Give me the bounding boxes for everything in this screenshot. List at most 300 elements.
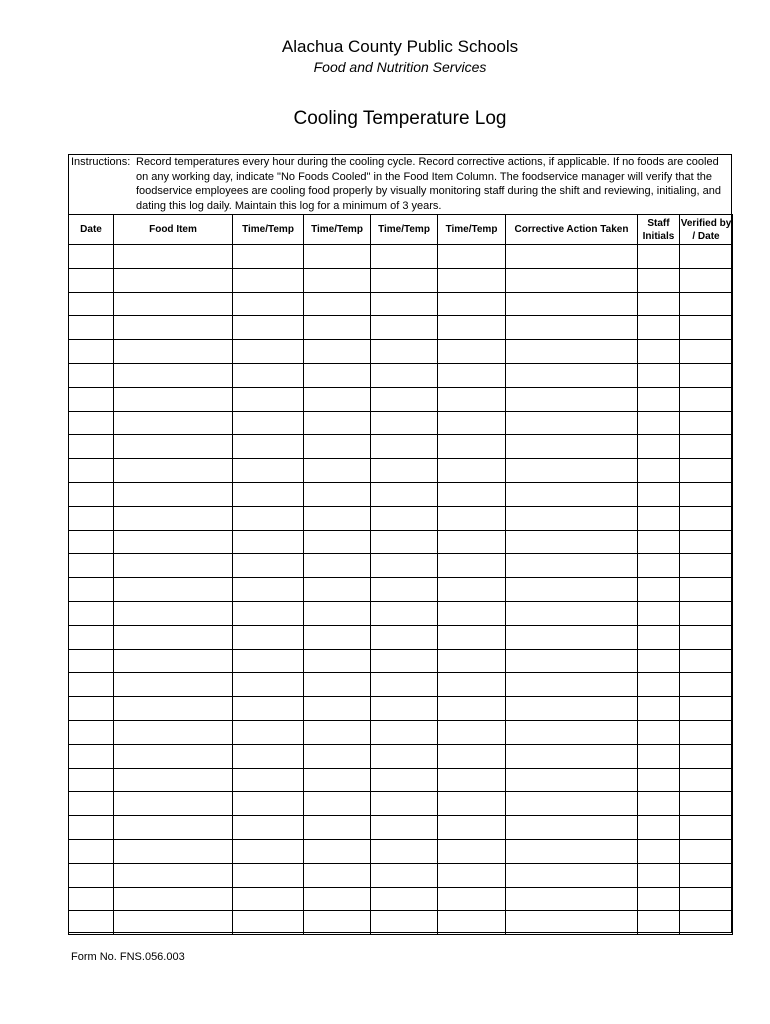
table-cell[interactable] (69, 911, 114, 935)
table-cell[interactable] (69, 792, 114, 816)
table-cell[interactable] (506, 530, 638, 554)
table-row (69, 482, 733, 506)
table-cell[interactable] (304, 554, 371, 578)
table-cell[interactable] (371, 292, 438, 316)
table-cell[interactable] (506, 887, 638, 911)
table-cell[interactable] (114, 816, 233, 840)
table-cell[interactable] (233, 744, 304, 768)
table-row (69, 292, 733, 316)
table-cell[interactable] (506, 578, 638, 602)
table-cell[interactable] (680, 292, 733, 316)
table-cell[interactable] (233, 363, 304, 387)
table-cell[interactable] (114, 887, 233, 911)
table-cell[interactable] (638, 816, 680, 840)
table-cell[interactable] (304, 744, 371, 768)
table-cell[interactable] (69, 673, 114, 697)
table-cell[interactable] (233, 554, 304, 578)
table-cell[interactable] (638, 911, 680, 935)
table-cell[interactable] (304, 887, 371, 911)
table-cell[interactable] (438, 530, 506, 554)
table-cell[interactable] (680, 482, 733, 506)
table-cell[interactable] (304, 768, 371, 792)
table-cell[interactable] (371, 411, 438, 435)
table-row (69, 792, 733, 816)
table-cell[interactable] (69, 697, 114, 721)
table-cell[interactable] (680, 792, 733, 816)
table-row (69, 697, 733, 721)
col-header-time-temp-3: Time/Temp (371, 215, 438, 245)
table-cell[interactable] (233, 887, 304, 911)
table-cell[interactable] (638, 720, 680, 744)
table-cell[interactable] (114, 506, 233, 530)
table-cell[interactable] (506, 625, 638, 649)
table-cell[interactable] (69, 268, 114, 292)
table-cell[interactable] (680, 435, 733, 459)
table-cell[interactable] (638, 245, 680, 269)
table-cell[interactable] (304, 720, 371, 744)
table-cell[interactable] (438, 411, 506, 435)
table-cell[interactable] (233, 649, 304, 673)
table-cell[interactable] (680, 459, 733, 483)
table-cell[interactable] (438, 839, 506, 863)
table-cell[interactable] (371, 482, 438, 506)
table-cell[interactable] (371, 363, 438, 387)
table-cell[interactable] (233, 911, 304, 935)
table-cell[interactable] (371, 673, 438, 697)
table-cell[interactable] (638, 839, 680, 863)
table-cell[interactable] (680, 816, 733, 840)
table-cell[interactable] (304, 387, 371, 411)
table-cell[interactable] (371, 792, 438, 816)
table-cell[interactable] (680, 720, 733, 744)
table-cell[interactable] (304, 578, 371, 602)
table-cell[interactable] (438, 292, 506, 316)
table-cell[interactable] (438, 887, 506, 911)
table-cell[interactable] (69, 292, 114, 316)
instructions-block (71, 155, 726, 215)
col-header-time-temp-1: Time/Temp (233, 215, 304, 245)
table-cell[interactable] (233, 601, 304, 625)
table-cell[interactable] (506, 911, 638, 935)
table-cell[interactable] (506, 268, 638, 292)
table-cell[interactable] (304, 673, 371, 697)
table-cell[interactable] (69, 506, 114, 530)
table-cell[interactable] (680, 363, 733, 387)
table-cell[interactable] (114, 768, 233, 792)
table-cell[interactable] (638, 292, 680, 316)
table-cell[interactable] (304, 292, 371, 316)
table-cell[interactable] (304, 530, 371, 554)
table-cell[interactable] (506, 482, 638, 506)
table-cell[interactable] (304, 411, 371, 435)
table-cell[interactable] (371, 245, 438, 269)
table-cell[interactable] (638, 268, 680, 292)
table-cell[interactable] (506, 863, 638, 887)
table-row (69, 816, 733, 840)
table-cell[interactable] (233, 530, 304, 554)
table-cell[interactable] (69, 363, 114, 387)
table-cell[interactable] (114, 792, 233, 816)
table-cell[interactable] (680, 387, 733, 411)
table-cell[interactable] (638, 435, 680, 459)
table-row (69, 459, 733, 483)
col-header-food-item: Food Item (114, 215, 233, 245)
table-row (69, 911, 733, 935)
table-cell[interactable] (506, 506, 638, 530)
table-cell[interactable] (233, 316, 304, 340)
table-cell[interactable] (506, 340, 638, 364)
table-cell[interactable] (506, 744, 638, 768)
table-cell[interactable] (114, 411, 233, 435)
table-cell[interactable] (680, 554, 733, 578)
table-cell[interactable] (438, 601, 506, 625)
table-cell[interactable] (233, 816, 304, 840)
table-row (69, 435, 733, 459)
table-cell[interactable] (114, 601, 233, 625)
table-cell[interactable] (114, 839, 233, 863)
table-cell[interactable] (371, 340, 438, 364)
table-cell[interactable] (114, 554, 233, 578)
table-row (69, 744, 733, 768)
table-cell[interactable] (304, 911, 371, 935)
table-cell[interactable] (371, 839, 438, 863)
table-cell[interactable] (638, 482, 680, 506)
table-cell[interactable] (114, 720, 233, 744)
table-cell[interactable] (69, 340, 114, 364)
table-cell[interactable] (114, 625, 233, 649)
department-name: Food and Nutrition Services (313, 59, 487, 75)
table-cell[interactable] (680, 506, 733, 530)
table-cell[interactable] (304, 459, 371, 483)
table-cell[interactable] (69, 578, 114, 602)
table-cell[interactable] (438, 482, 506, 506)
table-cell[interactable] (438, 720, 506, 744)
table-cell[interactable] (371, 578, 438, 602)
table-cell[interactable] (438, 649, 506, 673)
table-cell[interactable] (506, 435, 638, 459)
table-cell[interactable] (233, 387, 304, 411)
table-cell[interactable] (69, 459, 114, 483)
table-cell[interactable] (638, 863, 680, 887)
table-row (69, 625, 733, 649)
table-cell[interactable] (371, 506, 438, 530)
table-cell[interactable] (638, 625, 680, 649)
table-cell[interactable] (680, 245, 733, 269)
table-header-row (69, 215, 733, 245)
instructions-label: Instructions: (71, 156, 131, 168)
table-cell[interactable] (69, 887, 114, 911)
table-cell[interactable] (438, 625, 506, 649)
table-cell[interactable] (371, 268, 438, 292)
table-cell[interactable] (69, 744, 114, 768)
table-row (69, 768, 733, 792)
table-cell[interactable] (680, 578, 733, 602)
table-cell[interactable] (638, 363, 680, 387)
table-cell[interactable] (506, 245, 638, 269)
table-cell[interactable] (680, 768, 733, 792)
table-cell[interactable] (638, 554, 680, 578)
table-cell[interactable] (371, 601, 438, 625)
table-cell[interactable] (69, 411, 114, 435)
table-cell[interactable] (114, 292, 233, 316)
table-cell[interactable] (114, 459, 233, 483)
table-cell[interactable] (371, 649, 438, 673)
table-cell[interactable] (69, 316, 114, 340)
table-cell[interactable] (69, 720, 114, 744)
table-cell[interactable] (371, 435, 438, 459)
table-cell[interactable] (680, 744, 733, 768)
table-cell[interactable] (506, 768, 638, 792)
table-cell[interactable] (304, 792, 371, 816)
table-cell[interactable] (438, 792, 506, 816)
table-cell[interactable] (438, 316, 506, 340)
table-cell[interactable] (233, 625, 304, 649)
table-cell[interactable] (680, 411, 733, 435)
table-cell[interactable] (680, 340, 733, 364)
table-row (69, 673, 733, 697)
table-row (69, 887, 733, 911)
table-cell[interactable] (638, 387, 680, 411)
table-cell[interactable] (233, 435, 304, 459)
table-cell[interactable] (680, 887, 733, 911)
table-cell[interactable] (69, 649, 114, 673)
table-row (69, 363, 733, 387)
table-cell[interactable] (69, 768, 114, 792)
col-header-verified-by-date: Verified by / Date (680, 215, 733, 245)
table-cell[interactable] (438, 387, 506, 411)
table-cell[interactable] (69, 839, 114, 863)
table-cell[interactable] (506, 459, 638, 483)
table-cell[interactable] (506, 673, 638, 697)
table-cell[interactable] (304, 268, 371, 292)
table-cell[interactable] (506, 316, 638, 340)
table-cell[interactable] (233, 292, 304, 316)
table-cell[interactable] (438, 816, 506, 840)
table-cell[interactable] (304, 816, 371, 840)
table-cell[interactable] (680, 911, 733, 935)
table-cell[interactable] (69, 601, 114, 625)
table-cell[interactable] (114, 363, 233, 387)
table-cell[interactable] (638, 411, 680, 435)
table-cell[interactable] (438, 863, 506, 887)
table-cell[interactable] (114, 316, 233, 340)
col-header-staff-initials: Staff Initials (638, 215, 680, 245)
table-cell[interactable] (506, 649, 638, 673)
table-cell[interactable] (233, 720, 304, 744)
table-cell[interactable] (438, 554, 506, 578)
table-cell[interactable] (438, 697, 506, 721)
table-cell[interactable] (69, 245, 114, 269)
table-cell[interactable] (506, 720, 638, 744)
table-cell[interactable] (371, 697, 438, 721)
table-cell[interactable] (638, 768, 680, 792)
table-cell[interactable] (69, 554, 114, 578)
table-cell[interactable] (438, 268, 506, 292)
table-cell[interactable] (304, 625, 371, 649)
table-cell[interactable] (69, 435, 114, 459)
table-cell[interactable] (233, 792, 304, 816)
table-row (69, 578, 733, 602)
table-cell[interactable] (114, 649, 233, 673)
table-cell[interactable] (233, 482, 304, 506)
table-cell[interactable] (506, 411, 638, 435)
table-cell[interactable] (680, 839, 733, 863)
table-cell[interactable] (438, 506, 506, 530)
table-cell[interactable] (438, 435, 506, 459)
table-cell[interactable] (680, 697, 733, 721)
table-cell[interactable] (304, 697, 371, 721)
table-cell[interactable] (304, 506, 371, 530)
table-cell[interactable] (371, 744, 438, 768)
table-cell[interactable] (371, 625, 438, 649)
table-row (69, 387, 733, 411)
organization-name: Alachua County Public Schools (281, 37, 519, 56)
table-cell[interactable] (304, 363, 371, 387)
table-cell[interactable] (438, 363, 506, 387)
table-cell[interactable] (233, 459, 304, 483)
table-cell[interactable] (114, 435, 233, 459)
table-row (69, 530, 733, 554)
table-cell[interactable] (506, 839, 638, 863)
table-cell[interactable] (233, 673, 304, 697)
table-cell[interactable] (371, 316, 438, 340)
table-cell[interactable] (233, 340, 304, 364)
table-row (69, 506, 733, 530)
table-cell[interactable] (438, 744, 506, 768)
table-cell[interactable] (438, 673, 506, 697)
table-cell[interactable] (304, 316, 371, 340)
table-cell[interactable] (638, 649, 680, 673)
table-row (69, 411, 733, 435)
table-cell[interactable] (371, 887, 438, 911)
table-cell[interactable] (506, 816, 638, 840)
table-cell[interactable] (638, 578, 680, 602)
table-cell[interactable] (69, 482, 114, 506)
table-cell[interactable] (680, 863, 733, 887)
table-cell[interactable] (114, 911, 233, 935)
table-cell[interactable] (114, 697, 233, 721)
table-cell[interactable] (114, 387, 233, 411)
table-cell[interactable] (69, 816, 114, 840)
table-cell[interactable] (304, 649, 371, 673)
table-cell[interactable] (506, 387, 638, 411)
table-cell[interactable] (506, 601, 638, 625)
table-cell[interactable] (304, 245, 371, 269)
table-cell[interactable] (114, 340, 233, 364)
table-cell[interactable] (114, 673, 233, 697)
table-cell[interactable] (69, 625, 114, 649)
table-cell[interactable] (233, 863, 304, 887)
table-cell[interactable] (638, 316, 680, 340)
table-cell[interactable] (506, 792, 638, 816)
table-row (69, 316, 733, 340)
table-cell[interactable] (438, 459, 506, 483)
table-cell[interactable] (371, 816, 438, 840)
table-cell[interactable] (69, 387, 114, 411)
table-cell[interactable] (233, 268, 304, 292)
table-cell[interactable] (638, 340, 680, 364)
table-cell[interactable] (233, 839, 304, 863)
table-cell[interactable] (69, 863, 114, 887)
table-cell[interactable] (506, 292, 638, 316)
table-cell[interactable] (114, 482, 233, 506)
table-cell[interactable] (233, 411, 304, 435)
form-title: Cooling Temperature Log (293, 108, 507, 129)
table-cell[interactable] (680, 601, 733, 625)
table-cell[interactable] (304, 435, 371, 459)
table-cell[interactable] (371, 387, 438, 411)
table-cell[interactable] (638, 459, 680, 483)
table-cell[interactable] (69, 530, 114, 554)
form-number: Form No. FNS.056.003 (71, 951, 185, 963)
table-cell[interactable] (233, 697, 304, 721)
table-cell[interactable] (304, 482, 371, 506)
table-cell[interactable] (680, 649, 733, 673)
table-cell[interactable] (233, 245, 304, 269)
table-cell[interactable] (114, 863, 233, 887)
table-cell[interactable] (638, 530, 680, 554)
table-cell[interactable] (638, 887, 680, 911)
table-cell[interactable] (638, 792, 680, 816)
table-cell[interactable] (506, 697, 638, 721)
table-cell[interactable] (114, 268, 233, 292)
table-cell[interactable] (506, 363, 638, 387)
table-cell[interactable] (638, 601, 680, 625)
col-header-time-temp-2: Time/Temp (304, 215, 371, 245)
table-cell[interactable] (114, 744, 233, 768)
table-cell[interactable] (438, 911, 506, 935)
table-cell[interactable] (114, 245, 233, 269)
table-cell[interactable] (304, 863, 371, 887)
table-cell[interactable] (304, 601, 371, 625)
table-cell[interactable] (680, 268, 733, 292)
table-cell[interactable] (638, 744, 680, 768)
table-cell[interactable] (638, 506, 680, 530)
table-cell[interactable] (680, 530, 733, 554)
table-cell[interactable] (638, 697, 680, 721)
table-cell[interactable] (371, 911, 438, 935)
table-cell[interactable] (233, 506, 304, 530)
table-cell[interactable] (371, 768, 438, 792)
table-cell[interactable] (371, 459, 438, 483)
table-cell[interactable] (438, 245, 506, 269)
table-cell[interactable] (233, 578, 304, 602)
table-cell[interactable] (680, 673, 733, 697)
cooling-log-table (68, 214, 733, 935)
table-cell[interactable] (638, 673, 680, 697)
table-cell[interactable] (304, 839, 371, 863)
table-body (69, 245, 733, 935)
table-cell[interactable] (114, 578, 233, 602)
table-cell[interactable] (371, 720, 438, 744)
table-cell[interactable] (680, 316, 733, 340)
table-cell[interactable] (438, 578, 506, 602)
table-cell[interactable] (371, 863, 438, 887)
table-cell[interactable] (506, 554, 638, 578)
table-cell[interactable] (304, 340, 371, 364)
table-cell[interactable] (233, 768, 304, 792)
table-cell[interactable] (371, 530, 438, 554)
table-cell[interactable] (438, 340, 506, 364)
table-row (69, 649, 733, 673)
table-cell[interactable] (680, 625, 733, 649)
table-cell[interactable] (371, 554, 438, 578)
table-cell[interactable] (114, 530, 233, 554)
instructions-text: Record temperatures every hour during the cooling cycle. Record corrective actions, if applicable. If no foods are cooled on any working day, indicate "No Foods Cooled" in the Food Item Column. The foodservice manager will verify that the foodservice employees are cooling food properly by visually monitoring staff during the shift and reviewing, initialing, and dating this log daily. Maintain this log for a minimum of 3 years. (136, 156, 721, 213)
table-row (69, 245, 733, 269)
table-row (69, 554, 733, 578)
table-cell[interactable] (438, 768, 506, 792)
